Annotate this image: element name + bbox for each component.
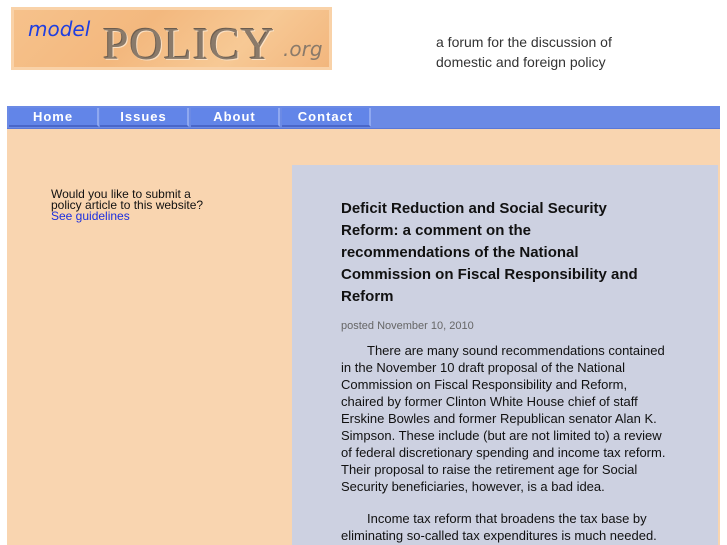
article-paragraph: There are many sound recommendations contained in the November 10 draft proposal of the National Commission on Fiscal Responsibility and Reform, chaired by former Clinton White House chief of staff Erskine Bowles and former Republican senator Alan K. Simpson. These include (but are not limited to) a review of federal discretionary spending and income tax reform. Their proposal to raise the retirement age for Social Security beneficiaries, however, is a bad idea. [341,343,666,494]
tagline [436,32,612,72]
logo-model: model [28,17,91,41]
sidebar-text-1: Would you like to submit a [51,187,191,201]
nav-about[interactable]: About [191,108,280,127]
guidelines-link[interactable]: See guidelines [51,209,130,223]
nav-home[interactable]: Home [9,108,99,127]
nav-contact[interactable]: Contact [282,108,371,127]
article-paragraph: Income tax reform that broadens the tax base by eliminating so-called tax expenditures is much needed. [341,511,657,543]
article-date: posted November 10, 2010 [341,320,474,332]
nav-bar [7,106,720,129]
site-logo[interactable] [11,7,332,70]
article-panel [292,165,718,545]
logo-org: .org [283,37,323,61]
main-content [7,129,720,545]
sidebar-text-2: policy article to this website? [51,198,204,212]
nav-issues[interactable]: Issues [100,108,189,127]
sidebar [51,189,251,222]
logo-policy: POLICY [103,18,276,69]
article-title: Deficit Reduction and Social Security Reform: a comment on the recommendations of the National Commission on Fiscal Responsibility and Reform [341,200,638,305]
tagline-line2: domestic and foreign policy [436,54,606,70]
tagline-line1: a forum for the discussion of [436,34,612,50]
